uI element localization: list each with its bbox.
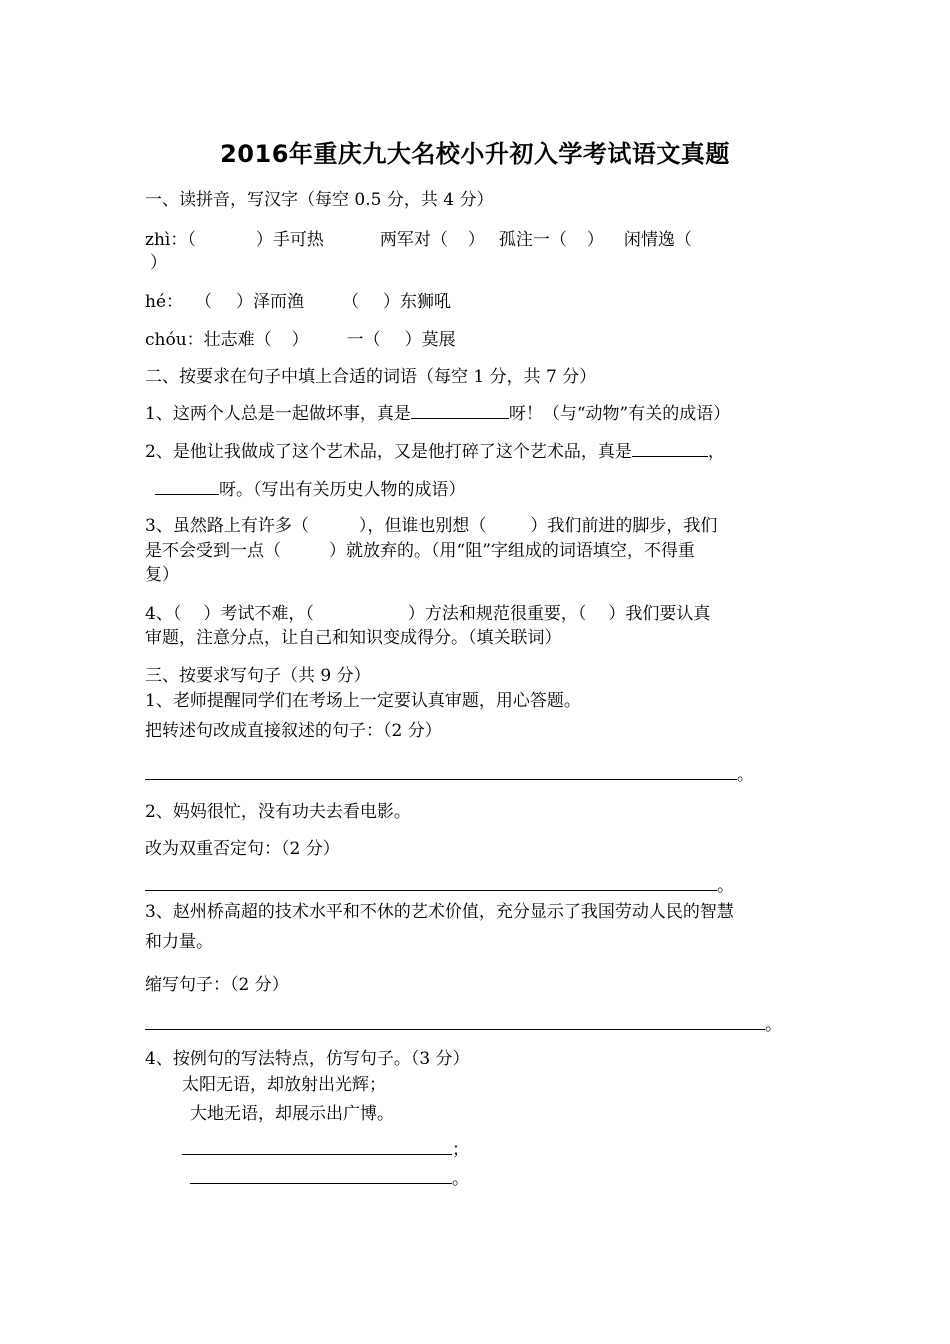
exam-title: 2016年重庆九大名校小升初入学考试语文真题 bbox=[220, 140, 730, 168]
s3-question-3-line2: 和力量。 bbox=[145, 932, 213, 952]
answer-blank[interactable] bbox=[155, 478, 219, 495]
s2-q3-text-b: ），但谁也别想（ bbox=[358, 516, 487, 536]
s2-q4-text-d: ）我们要认真 bbox=[608, 604, 711, 624]
s3-question-2: 2、妈妈很忙，没有功夫去看电影。 bbox=[145, 802, 411, 822]
s2-q2-text: 2、是他让我做成了这个艺术品，又是他打碎了这个艺术品，真是 bbox=[145, 442, 632, 462]
s2-q4-text-a: 4、（ bbox=[145, 604, 182, 624]
answer-blank[interactable] bbox=[632, 440, 708, 457]
s2-q3-text-e: ）就放弃的。（用“阻”字组成的词语填空，不得重 bbox=[329, 541, 695, 561]
s3-question-3-line1: 3、赵州桥高超的技术水平和不休的艺术价值，充分显示了我国劳动人民的智慧 bbox=[145, 902, 734, 922]
he-item-2: ）东狮吼 bbox=[383, 292, 452, 312]
s2-question-4-line1 bbox=[145, 602, 710, 626]
answer-line[interactable] bbox=[190, 1183, 452, 1184]
section-1-heading: 一、读拼音，写汉字（每空 0.5 分，共 4 分） bbox=[145, 190, 494, 210]
s2-question-2 bbox=[145, 440, 725, 464]
s2-question-2-cont bbox=[155, 478, 466, 502]
s1-chou-row bbox=[145, 328, 456, 352]
s3-question-3-prompt: 缩写句子：（2 分） bbox=[145, 975, 289, 995]
chou-item-1-close: ） bbox=[291, 330, 309, 350]
section-2-heading: 二、按要求在句子中填上合适的词语（每空 1 分，共 7 分） bbox=[145, 367, 597, 387]
s2-q3-text-a: 3、虽然路上有许多（ bbox=[145, 516, 309, 536]
zhi-item-4: 闲情逸（ bbox=[623, 230, 692, 250]
zhi-label: zhì： bbox=[145, 230, 188, 250]
zhi-item-1: ）手可热 bbox=[255, 230, 324, 250]
s2-question-3-line1 bbox=[145, 514, 717, 538]
s2-question-1 bbox=[145, 402, 730, 426]
s2-q3-text-d: 是不会受到一点（ bbox=[145, 541, 281, 561]
zhi-item-3-close: ） bbox=[586, 230, 604, 250]
answer-line[interactable] bbox=[145, 890, 717, 891]
s1-he-row: hé： （ ）泽而渔 （ ）东狮吼 bbox=[145, 292, 452, 312]
answer-line-end: ； bbox=[452, 1140, 469, 1160]
answer-line[interactable] bbox=[145, 1029, 765, 1030]
answer-line[interactable] bbox=[145, 779, 737, 780]
chou-item-2: 一（ bbox=[346, 330, 381, 350]
example-line-1: 太阳无语，却放射出光辉； bbox=[182, 1075, 386, 1095]
chou-item-2-close: ）莫展 bbox=[404, 330, 456, 350]
s3-question-2-prompt: 改为双重否定句：（2 分） bbox=[145, 839, 340, 859]
s2-q2-comma: ， bbox=[707, 442, 725, 462]
answer-line-end: 。 bbox=[452, 1169, 469, 1189]
zhi-item-3: 孤注一（ bbox=[498, 230, 567, 250]
s3-question-1: 1、老师提醒同学们在考场上一定要认真审题，用心答题。 bbox=[145, 691, 581, 711]
answer-blank[interactable] bbox=[411, 402, 509, 419]
he-label: hé： bbox=[145, 292, 184, 312]
he-item-1: ）泽而渔 bbox=[236, 292, 305, 312]
chou-item-1: chóu：壮志难（ bbox=[145, 330, 272, 350]
section-3-heading: 三、按要求写句子（共 9 分） bbox=[145, 666, 371, 686]
s2-q1-hint: 呀！（与“动物”有关的成语） bbox=[508, 404, 731, 424]
answer-line-end: 。 bbox=[717, 876, 734, 896]
answer-line-end: 。 bbox=[765, 1015, 782, 1035]
zhi-item-4-close: ） bbox=[150, 253, 167, 273]
zhi-item-2: 两军对（ bbox=[379, 230, 448, 250]
s3-question-4: 4、按例句的写法特点，仿写句子。（3 分） bbox=[145, 1049, 470, 1069]
s2-q1-text: 1、这两个人总是一起做坏事，真是 bbox=[145, 404, 411, 424]
answer-line-end: 。 bbox=[737, 765, 754, 785]
s2-q4-text-c: ）方法和规范很重要，（ bbox=[407, 604, 587, 624]
s2-q4-text-b: ）考试不难，（ bbox=[203, 604, 314, 624]
s2-q2-hint: 呀。（写出有关历史人物的成语） bbox=[219, 480, 466, 500]
zhi-item-2-close: ） bbox=[467, 230, 485, 250]
s2-q3-text-c: ）我们前进的脚步，我们 bbox=[530, 516, 718, 536]
s2-question-3-line2 bbox=[145, 539, 695, 563]
s2-question-4-line2: 审题，注意分点，让自己和知识变成得分。（填关联词） bbox=[145, 628, 562, 648]
s1-zhi-row: zhì：（ ）手可热 两军对（ ） 孤注一（ ） 闲情逸（ bbox=[145, 230, 692, 250]
s2-question-3-line3: 复） bbox=[145, 565, 179, 585]
example-line-2: 大地无语，却展示出广博。 bbox=[190, 1104, 394, 1124]
answer-line[interactable] bbox=[182, 1154, 452, 1155]
s3-question-1-prompt: 把转述句改成直接叙述的句子：（2 分） bbox=[145, 721, 442, 741]
